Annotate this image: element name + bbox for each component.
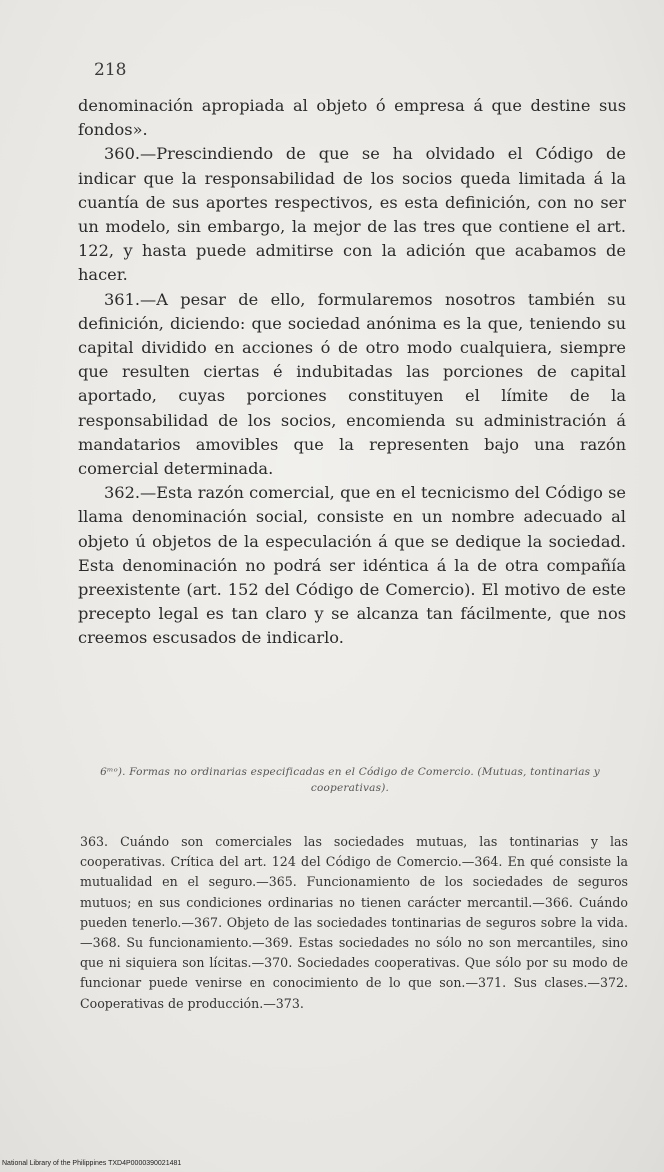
paragraph-361: 361.—A pesar de ello, formularemos nosotros también su definición, diciendo: que sociedad anónima es la que, teniendo su capital dividido en acciones ó de otro modo cualquiera, siempre que resulten ciertas é indubitadas las porciones de capital aportado, cuyas porciones constituyen el límite de la responsabilidad de los socios, encomienda su administración á mandatarios amovibles que la representen bajo una razón comercial determinada. <box>78 289 626 479</box>
paragraph-362: 362.—Esta razón comercial, que en el tecnicismo del Código se llama denominación social, consiste en un nombre adecuado al objeto ú objetos de la especulación á que se dedique la sociedad. Esta denominación no podrá ser idéntica á la de otra compañía preexistente (art. 152 del Código de Comercio). El motivo de este precepto legal es tan claro y se alcanza tan fácilmente, que nos creemos escusados de indicarlo. <box>78 483 626 648</box>
body-text <box>78 94 626 651</box>
paragraph-continuation: denominación apropiada al objeto ó empresa á que destine sus fondos». <box>78 96 626 140</box>
section-heading: 6ᵐᵒ). Formas no ordinarias especificadas en el Código de Comercio. (Mutuas, tontinarias y cooperativas). <box>100 766 600 794</box>
page-number: 218 <box>94 60 127 80</box>
paragraph-360: 360.—Prescindiendo de que se ha olvidado el Código de indicar que la responsabilidad de los socios queda limitada á la cuantía de sus aportes respectivos, es esta definición, con no ser un modelo, sin embargo, la mejor de las tres que contiene el art. 122, y hasta puede admitirse con la adición que acabamos de hacer. <box>78 144 626 285</box>
archive-footer-label: National Library of the Philippines TXD4P0000390021481 <box>2 1160 182 1167</box>
section-summary: 363. Cuándo son comerciales las sociedades mutuas, las tontinarias y las cooperativas. Crítica del art. 124 del Código de Comercio.—364. En qué consiste la mutualidad en el seguro.—365. Funcionamiento de los sociedades de seguros mutuos; en sus condiciones ordinarias no tienen carácter mercantil.—366. Cuándo pueden tenerlo.—367. Objeto de las sociedades tontinarias de seguros sobre la vida.—368. Su funcionamiento.—369. Estas sociedades no sólo no son mercantiles, sino que ni siquiera son lícitas.—370. Sociedades cooperativas. Que sólo por su modo de funcionar puede venirse en conocimiento de lo que son.—371. Sus clases.—372. Cooperativas de producción.—373. <box>80 834 628 1011</box>
